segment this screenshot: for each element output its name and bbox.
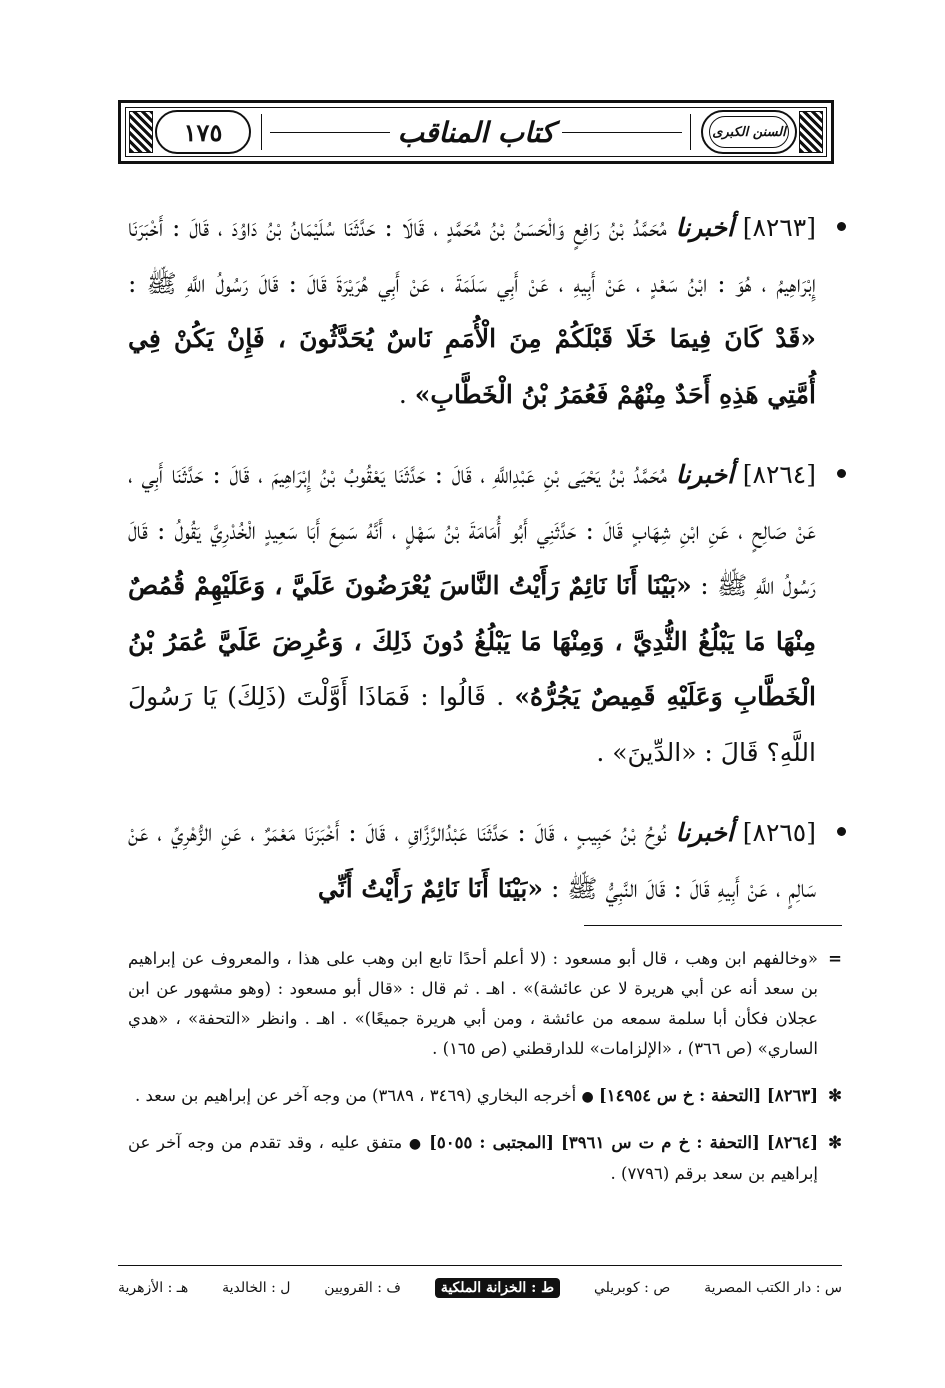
title-band — [261, 114, 691, 150]
footnote — [128, 944, 842, 1064]
legend-divider — [118, 1265, 842, 1266]
page-number-medallion — [155, 110, 251, 154]
legend-item: س : دار الكتب المصرية — [704, 1280, 842, 1296]
seal-text: السنن الكبرى — [712, 124, 786, 140]
footnote-marker: ✻ — [828, 1133, 842, 1152]
hadith-number: [٨٢٦٤] — [742, 460, 816, 489]
hadith-matn: «بَيْنَا أَنَا نَائِمٌ رَأَيْتُ النَّاسَ يُعْرَضُونَ عَلَيَّ ، وَعَلَيْهِمْ قُمُصٌ مِنْهَا مَا يَبْلُغُ الثُّدِيَّ ، وَمِنْهَا مَا يَبْلُغُ دُونَ ذَلِكَ ، وَعُرِضَ عَلَيَّ عُمَرُ بْنُ الْخَطَّابِ وَعَلَيْهِ قَمِيصٌ يَجُرُّهُ» — [128, 571, 816, 711]
hadith-entry — [128, 805, 842, 916]
bullet-icon: ● — [408, 1136, 423, 1152]
bullet-icon — [837, 222, 846, 231]
hadith-isnad: مُحَمَّدُ بْنُ يَحْيَى بْنِ عَبْدِاللَّهِ ، قَالَ : حَدَّثَنَا يَعْقُوبُ بْنُ إِبْرَاهِيمَ ، قَالَ : حَدَّثَنَا أَبِي ، عَنْ صَالِحٍ ، عَنِ ابْنِ شِهَابٍ قَالَ : حَدَّثَنِي أَبُو أُمَامَةَ بْنُ سَهْلٍ ، أَنَّهُ سَمِعَ أَبَا سَعِيدٍ الْخُدْرِيَّ يَقُولُ : قَالَ رَسُولُ اللَّهِ ﷺ : — [128, 460, 817, 600]
ornament-right-icon — [799, 111, 823, 153]
page-header — [118, 100, 834, 164]
book-title: كتاب المناقب — [397, 115, 555, 149]
footnote-divider — [584, 925, 842, 926]
footnote-marker: = — [828, 949, 842, 968]
footnote — [128, 1081, 842, 1112]
bullet-icon — [837, 469, 846, 478]
footnote-head: [٨٢٦٣] [التحفة : خ س ١٤٩٥٤] — [598, 1085, 818, 1105]
akhbarana-mark: أخبرنا — [675, 818, 734, 847]
hadith-matn: «بَيْنَا أَنَا نَائِمٌ رَأَيْتُ أَنِّي — [317, 873, 543, 903]
hadith-tail: . قَالُوا : فَمَاذَا أَوَّلْتَ (ذَلِكَ) يَا رَسُولَ اللَّهِ؟ قَالَ : «الدِّينَ» . — [128, 682, 816, 767]
footnote-marker: ✻ — [828, 1085, 842, 1105]
akhbarana-mark: أخبرنا — [675, 460, 735, 489]
hadith-isnad: نُوحُ بْنُ حَبِيبٍ ، قَالَ : حَدَّثَنَا عَبْدُالرَّزَّاقِ ، قَالَ : أَخْبَرَنَا مَعْمَرٌ ، عَنِ الزُّهْرِيِّ ، عَنْ سَالِمٍ ، عَنْ أَبِيهِ قَالَ : قَالَ النَّبِيُّ ﷺ : — [128, 818, 816, 903]
footnote — [128, 1128, 842, 1189]
legend-item-highlighted: ط : الخزانة الملكية — [435, 1278, 560, 1298]
main-text — [128, 200, 842, 916]
legend-item: ص : كوبريلي — [593, 1280, 671, 1296]
hadith-entry — [128, 200, 842, 422]
bullet-icon — [837, 827, 846, 836]
hadith-entry — [128, 447, 842, 780]
legend-item: هـ : الأزهرية — [118, 1280, 189, 1296]
hadith-number: [٨٢٦٣] — [742, 213, 816, 242]
ornament-left-icon — [129, 111, 153, 153]
footnote-text: متفق عليه ، وقد تقدم من وجه آخر عن إبراهيم بن سعد برقم (٧٧٩٦) . — [128, 1133, 818, 1183]
bullet-icon: ● — [581, 1088, 594, 1105]
page-number: ١٧٥ — [183, 117, 223, 147]
hadith-number: [٨٢٦٥] — [742, 818, 816, 847]
footnotes — [128, 944, 842, 1195]
legend-item: ف : القرويين — [324, 1280, 401, 1296]
hadith-isnad: مُحَمَّدُ بْنُ رَافِعٍ وَالْحَسَنُ بْنُ مُحَمَّدٍ ، قَالَا : حَدَّثَنَا سُلَيْمَانُ بْنُ دَاوُدَ ، قَالَ : أَخْبَرَنَا إِبْرَاهِيمُ ، هُوَ : ابْنُ سَعْدٍ ، عَنْ أَبِيهِ ، عَنْ أَبِي سَلَمَةَ ، عَنْ أَبِي هُرَيْرَةَ قَالَ : قَالَ رَسُولُ اللَّهِ ﷺ : — [128, 213, 816, 298]
footnote-text: أخرجه البخاري (٣٤٦٩ ، ٣٦٨٩) من وجه آخر عن إبراهيم بن سعد . — [135, 1085, 577, 1105]
legend-item: ل : الخالدية — [222, 1280, 291, 1296]
seal-medallion-icon — [701, 110, 797, 154]
hadith-matn: «قَدْ كَانَ فِيمَا خَلَا قَبْلَكُمْ مِنَ الْأُمَمِ نَاسٌ يُحَدَّثُونَ ، فَإِنْ يَكُنْ فِي أُمَّتِي هَذِهِ أَحَدٌ مِنْهُمْ فَعُمَرُ بْنُ الْخَطَّابِ» — [128, 324, 816, 409]
footnote-head: [٨٢٦٤] [التحفة : خ م ت س ٣٩٦١] [المجتبى : ٥٠٥٥] — [429, 1133, 818, 1152]
footnote-text: «وخالفهم ابن وهب ، قال أبو مسعود : (لا أعلم أحدًا تابع ابن وهب على هذا ، والمعروف عن إبراهيم بن سعد أنه عن أبي هريرة لا عن عائشة)» . اهـ . ثم قال : «قال أبو مسعود : (وهو مشهور عن ابن عجلان فكأن أبا سلمة سمعه من عائشة ، ومن أبي هريرة جميعًا)» . اهـ . وانظر «التحفة» ، «هدي الساري» (ص ٣٦٦) ، «الإلزامات» للدارقطني (ص ١٦٥) . — [128, 949, 818, 1058]
manuscript-legend — [118, 1274, 842, 1302]
hadith-tail: . — [398, 379, 415, 409]
akhbarana-mark: أخبرنا — [675, 213, 734, 242]
